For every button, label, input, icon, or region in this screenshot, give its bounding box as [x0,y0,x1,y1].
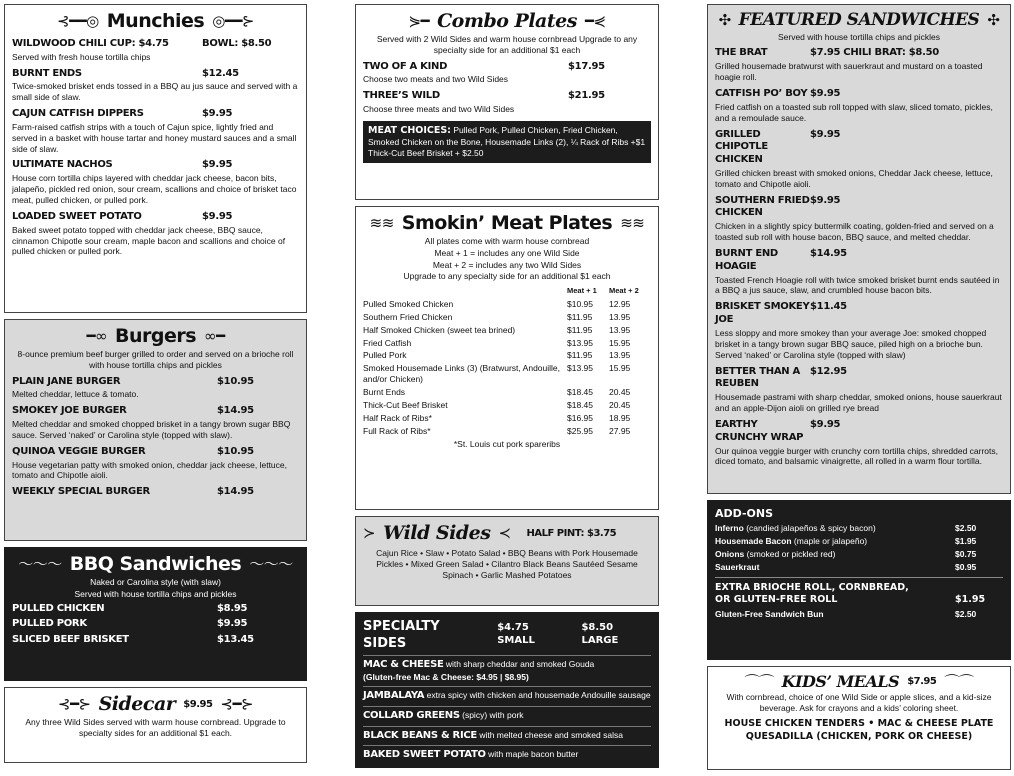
item-name-row [363,90,651,103]
specialty-list [363,655,651,765]
item-name-row [363,61,651,74]
item-description: Farm-raised catfish strips with a touch of Cajun spice, lightly fried and served in a basket with house tartar and honey mustard sauces and a small side of slaw. [12,121,297,154]
addon-price: $1.95 [955,535,977,546]
plate-price-meat-2: 27.95 [609,425,631,436]
plate-price-meat-1: $18.45 [567,399,593,410]
item-description: Choose three meats and two Wild Sides [363,104,515,115]
featured-sandwiches-section [707,4,1011,494]
combo-subtitle: Served with 2 Wild Sides and warm house cornbread Upgrade to any specialty side for an additional $1 each [376,33,638,55]
ornament-right-icon: ◎━━⊱ [212,12,254,31]
item-name: BURNT END HOAGIE [715,248,778,272]
item-name: QUINOA VEGGIE BURGER [12,445,146,457]
extra-roll-line-1: EXTRA BRIOCHE ROLL, CORNBREAD, [715,581,909,593]
table-row [363,324,651,337]
plate-name: Full Rack of Ribs* [363,425,431,436]
bbq-sandwiches-section [4,547,307,681]
item-name: THE BRAT [715,47,768,59]
plate-price-meat-2: 20.45 [609,387,631,398]
wave-right-icon: ━⋞ [584,12,606,31]
item-description: Our quinoa veggie burger with crunchy corn tortilla chips, shredded carrots, diced tomato, and balsamic vinaigrette, all rolled in a warm flour tortilla. [715,445,999,467]
plate-price-meat-1: $25.95 [567,425,593,436]
sidecar-heading [12,694,299,716]
item-name-row [12,108,299,121]
item-description: House vegetarian patty with smoked onion, cheddar jack cheese, lettuce, tomato and Chipotle aioli. [12,459,287,481]
bbq-item [12,634,299,647]
item-description: Grilled housemade bratwurst with sauerkraut and mustard on a toasted hoagie roll. [715,61,983,83]
specialty-item [363,745,651,765]
item-description: Housemade pastrami with sharp cheddar, smoked onions, house sauerkraut and an apple-Dijon aioli on grilled rye bread [715,392,1002,414]
table-row [363,311,651,324]
flourish-left-icon: ⊰━⊱ [57,695,91,714]
addon-price: $0.95 [955,561,977,572]
wild-heading [363,523,651,545]
item-price: $9.95 [202,210,233,222]
kids-title: KIDS’ MEALS [781,672,900,691]
header-blank [363,286,567,298]
item-price: $9.95 [810,418,841,430]
item-name: BETTER THAN A REUBEN [715,365,800,390]
star-right-icon: ✣ [987,11,1000,30]
item-name: LOADED SWEET POTATO [12,210,142,222]
item-description: Twice-smoked brisket ends tossed in a BBQ au jus sauce and served with a small side of slaw. [12,81,298,103]
plate-price-meat-1: $11.95 [567,311,593,322]
addon-note: (smoked or pickled red) [746,548,836,559]
combo-heading [363,11,651,33]
combo-plates-section [355,4,659,200]
item-name: THREE’S WILD [363,90,440,102]
specialty-item [363,686,651,706]
swash-right-icon: 〜〜〜 [249,555,293,574]
addon-item [715,562,1003,573]
plates-subtitle-3: Meat + 2 = includes any two Wild Sides [432,259,582,270]
addon-item [715,536,1003,547]
item-name: WILDWOOD CHILI CUP: $4.75 [12,37,169,49]
addon-name-cell [715,523,955,534]
menu-item [715,366,1003,414]
item-name-row [715,47,1003,60]
specialty-desc: with sharp cheddar and smoked Gouda [445,659,595,670]
item-name: TWO OF A KIND [363,60,448,72]
item-price: $14.95 [217,486,254,498]
addon-name: Onions [715,548,745,559]
addon-note: (candied jalapeños & spicy bacon) [746,523,876,534]
gluten-free-price: $2.50 [955,608,977,619]
plate-name: Half Rack of Ribs* [363,412,432,423]
burgers-list [12,376,299,500]
bbq-item [12,603,299,616]
meat-plates-table [363,286,651,437]
table-header-row [363,286,651,298]
swirl-left-icon: ≋≋ [369,214,394,233]
specialty-desc: with maple bacon butter [488,749,579,760]
menu-item [12,68,299,104]
plate-price-meat-1: $11.95 [567,324,593,335]
plate-name: Pulled Pork [363,350,407,361]
item-price: $10.95 [217,375,254,387]
item-name-row [715,88,1003,101]
item-price: $11.45 [810,301,847,313]
specialty-desc: (spicy) with pork [462,709,524,720]
plate-price-meat-1: $10.95 [567,298,593,309]
addons-section [707,500,1011,660]
specialty-name: BAKED SWEET POTATO [363,749,486,761]
featured-heading [715,11,1003,31]
addons-divider [715,577,1003,578]
item-price: $12.95 [810,365,847,377]
sidecar-desc: Any three Wild Sides served with warm house cornbread. Upgrade to specialty sides for an additional $1 each. [25,716,286,738]
munchies-list [12,38,299,257]
plate-price-meat-2: 15.95 [609,363,631,374]
item-price: $21.95 [568,90,605,102]
wild-sides-section [355,516,659,606]
column-right [707,4,1011,770]
item-description: Choose two meats and two Wild Sides [363,74,509,85]
item-description: Less sloppy and more smokey than your average Joe: smoked chopped brisket in a tangy brown sugar BBQ sauce, piled high on a brioche bun. Served ‘naked’ or Carolina style (topped with slaw) [715,327,987,360]
item-description: Served with fresh house tortilla chips [12,51,151,62]
item-name-row [12,159,299,172]
plate-price-meat-2: 13.95 [609,324,631,335]
menu-item [363,90,651,115]
menu-item [12,38,299,63]
table-row [363,412,651,425]
item-description: Grilled chicken breast with smoked onions, Cheddar Jack cheese, lettuce, tomato and Chipotle aioli. [715,167,993,189]
combo-list [363,61,651,115]
specialty-large-price: $8.50 LARGE [581,622,619,646]
featured-title: FEATURED SANDWICHES [738,10,980,30]
burgers-title: Burgers [114,325,197,347]
sidecar-section [4,687,307,763]
plate-name: Pulled Smoked Chicken [363,298,454,309]
item-name: SMOKEY JOE BURGER [12,405,127,417]
item-description: Melted cheddar and smoked chopped brisket in a tangy brown sugar BBQ sauce. Served ‘naked’ or Carolina style (topped with slaw). [12,419,291,440]
curl-right-icon: ⌒⌒ [944,672,974,691]
menu-item [12,405,299,441]
plate-price-meat-1: $18.45 [567,387,593,398]
addon-name-cell [715,536,955,547]
menu-item [715,47,1003,83]
item-name: WEEKLY SPECIAL BURGER [12,486,150,498]
specialty-extra: (Gluten-free Mac & Cheese: $4.95 | $8.95) [363,672,529,683]
scroll-left-icon: ━∞ [86,327,107,346]
item-name-row [12,38,299,51]
kids-desc: With cornbread, choice of one Wild Side or apple slices, and a kid-size beverage. Ask for crayons and a kids’ coloring sheet. [726,692,992,714]
specialty-name: MAC & CHEESE [363,659,444,671]
item-name: CAJUN CATFISH DIPPERS [12,108,144,120]
item-name-row [715,301,1003,327]
item-price: $9.95 [217,618,248,630]
plates-subtitle-2: Meat + 1 = includes any one Wild Side [434,247,580,258]
item-name-row [715,195,1003,221]
item-name-row [12,486,299,499]
extra-roll-price: $1.95 [955,593,986,605]
bbq-subtitle-2: Served with house tortilla chips and pickles [74,588,237,599]
ornament-left-icon: ⊰━━◎ [57,12,99,31]
addon-name: Sauerkraut [715,561,760,572]
table-row [363,298,651,311]
arrow-left-icon: ≻ [363,524,376,543]
item-name-row [715,248,1003,274]
menu-item [363,61,651,86]
item-name: ULTIMATE NACHOS [12,159,113,171]
sidecar-title: Sidecar [98,693,176,715]
gluten-free-row [715,609,1003,620]
menu-item [12,211,299,257]
menu-item [12,486,299,499]
table-row [363,386,651,399]
addon-item [715,549,1003,560]
item-name-row [715,419,1003,445]
menu-item [715,129,1003,190]
menu-item [12,376,299,401]
item-price: BOWL: $8.50 [202,37,272,49]
plate-price-meat-1: $13.95 [567,363,593,374]
meat-choices-text: Pulled Pork, Pulled Chicken, Fried Chicken, Smoked Chicken on the Bone, Housemade Links (2), ¼ Rack of Ribs +$1 Thick-Cut Beef Brisket + $2.50 [368,124,646,158]
menu-item [12,108,299,154]
wave-left-icon: ⋟━ [408,12,430,31]
addon-note: (maple or jalapeño) [793,535,868,546]
specialty-item [363,726,651,746]
item-price: $17.95 [568,60,605,72]
plates-subtitle-1: All plates come with warm house cornbread [424,235,590,246]
table-row [363,349,651,362]
addons-title: ADD-ONS [715,507,774,520]
scroll-right-icon: ∞━ [204,327,225,346]
bbq-heading [12,554,299,576]
item-name: GRILLED CHIPOTLE CHICKEN [715,128,768,166]
item-price: $8.95 [217,602,248,614]
menu-item [715,419,1003,467]
item-price: $7.95 CHILI BRAT: $8.50 [810,47,939,59]
specialty-item [363,655,651,686]
plate-name: Half Smoked Chicken (sweet tea brined) [363,324,516,335]
plate-price-meat-2: 18.95 [609,412,631,423]
burgers-heading [12,326,299,348]
item-name-row [12,376,299,389]
menu-item [715,195,1003,243]
bbq-subtitle-1: Naked or Carolina style (with slaw) [90,576,221,587]
extra-roll-line-2: OR GLUTEN-FREE ROLL [715,593,838,605]
item-price: $12.45 [202,67,239,79]
swirl-right-icon: ≋≋ [620,214,645,233]
wild-sides-list: Cajun Rice • Slaw • Potato Salad • BBQ Beans with Pork Housemade Pickles • Mixed Green Salad • Cilantro Black Beans Sautéed Sesame Spinach • Garlic Mashed Potatoes [376,547,638,580]
specialty-heading [363,619,651,652]
plate-name: Thick-Cut Beef Brisket [363,399,448,410]
plate-price-meat-2: 13.95 [609,311,631,322]
plate-price-meat-1: $11.95 [567,350,593,361]
menu-item [715,301,1003,360]
item-price: $10.95 [217,445,254,457]
menu-item [715,88,1003,124]
munchies-section [4,4,307,313]
item-price: $14.95 [810,248,847,259]
item-price: $9.95 [810,128,841,140]
curl-left-icon: ⌒⌒ [744,672,774,691]
star-left-icon: ✣ [718,11,731,30]
kids-heading [715,673,1003,691]
addon-name-cell [715,562,955,573]
item-name-row [12,446,299,459]
plate-name: Fried Catfish [363,337,412,348]
plates-title: Smokin’ Meat Plates [401,212,613,234]
plate-price-meat-2: 15.95 [609,337,631,348]
plate-name: Smoked Housemade Links (3) (Bratwurst, Andouille, and/or Chicken) [363,363,561,385]
item-description: Melted cheddar, lettuce & tomato. [12,389,139,400]
swash-left-icon: 〜〜〜 [18,555,62,574]
wild-price: HALF PINT: $3.75 [526,528,617,540]
column-left [4,4,307,763]
addon-name: Housemade Bacon [715,535,792,546]
specialty-name: COLLARD GREENS [363,709,460,721]
specialty-item [363,706,651,726]
plate-name: Burnt Ends [363,387,406,398]
item-name: EARTHY CRUNCHY WRAP [715,418,804,443]
table-row [363,337,651,350]
kids-line-1: HOUSE CHICKEN TENDERS • MAC & CHEESE PLATE [724,718,994,730]
menu-item [715,248,1003,296]
plates-heading [363,213,651,235]
plate-price-meat-2: 13.95 [609,350,631,361]
specialty-name: BLACK BEANS & RICE [363,729,477,741]
item-price: $13.45 [217,634,254,646]
wild-title: Wild Sides [383,522,491,544]
addon-item [715,523,1003,534]
bbq-list [12,603,299,647]
specialty-sides-section [355,612,659,768]
item-price: $14.95 [217,405,254,417]
table-row [363,399,651,412]
kids-line-2: QUESADILLA (CHICKEN, PORK OR CHEESE) [745,731,973,743]
burgers-section [4,319,307,541]
table-row [363,425,651,438]
item-name-row [715,129,1003,167]
burgers-subtitle: 8-ounce premium beef burger grilled to order and served on a brioche roll with house tortilla chips and pickles [17,348,294,370]
item-name: SLICED BEEF BRISKET [12,634,129,646]
addons-list [715,523,1003,573]
item-name-row [12,211,299,224]
item-name: PULLED CHICKEN [12,602,105,614]
item-name: BRISKET SMOKEY JOE [715,301,810,326]
plate-price-meat-1: $16.95 [567,412,593,423]
plates-subtitle-4: Upgrade to any specialty side for an additional $1 each [403,271,611,282]
item-name: PULLED PORK [12,618,87,630]
item-description: Chicken in a slightly spicy buttermilk coating, golden-fried and served on a toasted sub roll with house bacon, BBQ sauce, and melted cheddar. [715,221,994,243]
item-price: $9.95 [810,87,841,99]
item-description: Fried catfish on a toasted sub roll topped with slaw, sliced tomato, pickles, and a remoulade sauce. [715,101,993,123]
meat-plates-section [355,206,659,510]
specialty-desc: extra spicy with chicken and housemade Andouille sausage [426,689,651,700]
item-description: Baked sweet potato topped with cheddar jack cheese, BBQ sauce, cinnamon Chipotle sour cream, maple bacon and scallions and choice of pulled chicken or pulled pork. [12,224,286,257]
kids-price: $7.95 [907,676,937,688]
item-name-row [715,366,1003,392]
plates-footnote: *St. Louis cut pork spareribs [453,438,561,449]
bbq-item [12,618,299,631]
item-name: SOUTHERN FRIED CHICKEN [715,194,810,219]
menu-item [12,446,299,482]
item-name: BURNT ENDS [12,67,82,79]
item-description: House corn tortilla chips layered with cheddar jack cheese, bacon bits, jalapeño, pickled red onion, sour cream, scallions and choice of brisket taco meat, pulled chicken, or pulled pork. [12,173,297,206]
specialty-small-price: $4.75 SMALL [497,622,535,646]
item-price: $9.95 [202,159,233,171]
specialty-desc: with melted cheese and smoked salsa [479,729,623,740]
plate-name: Southern Fried Chicken [363,311,453,322]
munchies-title: Munchies [106,10,205,32]
gluten-free-label: Gluten-Free Sandwich Bun [715,608,824,619]
header-meat-1: Meat + 1 [567,286,597,296]
munchies-heading [12,11,299,33]
addon-name: Inferno [715,523,744,534]
specialty-name: JAMBALAYA [363,689,425,701]
addon-price: $2.50 [955,523,977,534]
item-price: $9.95 [202,108,233,120]
item-price: $9.95 [810,194,841,206]
header-meat-2: Meat + 2 [609,286,639,296]
item-name-row [12,405,299,418]
addon-name-cell [715,549,955,560]
item-name: CATFISH PO’ BOY [715,87,808,99]
meat-choices-label: MEAT CHOICES: [368,124,451,136]
bbq-title: BBQ Sandwiches [69,553,242,575]
item-name: PLAIN JANE BURGER [12,375,121,387]
menu-item [12,159,299,205]
plate-price-meat-1: $13.95 [567,337,593,348]
addon-price: $0.75 [955,548,977,559]
column-middle [355,4,659,768]
kids-meals-section [707,666,1011,770]
sidecar-price: $9.95 [183,699,213,711]
featured-list [715,47,1003,467]
plate-price-meat-2: 12.95 [609,298,631,309]
table-row [363,362,651,386]
item-name-row [12,68,299,81]
specialty-title: SPECIALTY SIDES [363,619,440,651]
plate-price-meat-2: 20.45 [609,399,631,410]
flourish-right-icon: ⊰━⊱ [220,695,254,714]
extra-roll-row [715,582,1003,606]
combo-title: Combo Plates [437,10,577,32]
featured-subtitle: Served with house tortilla chips and pickles [777,31,941,42]
arrow-right-icon: ≺ [498,524,511,543]
item-description: Toasted French Hoagie roll with twice smoked brisket burnt ends sautéed in a BBQ a jus sauce, slaw, and crumbled house bacon bits. [715,274,1000,296]
meat-choices-box [363,121,651,163]
